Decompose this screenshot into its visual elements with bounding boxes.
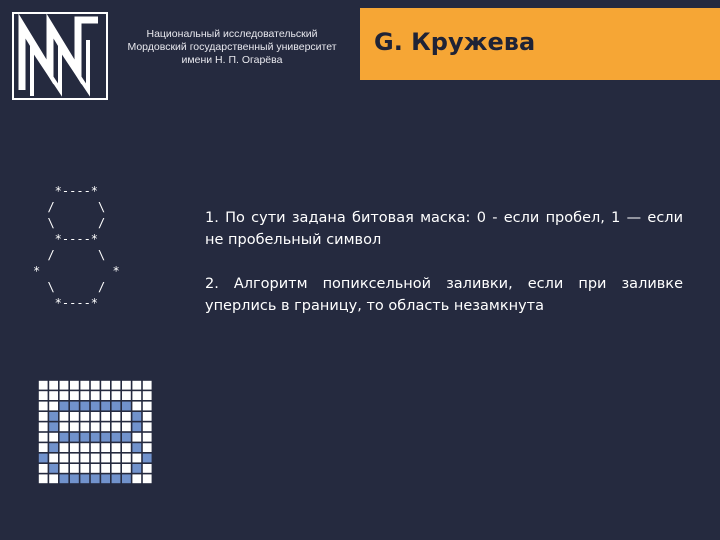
grid-cell-empty <box>49 381 58 390</box>
grid-cell-empty <box>143 433 152 442</box>
university-name <box>112 28 352 67</box>
grid-cell-empty <box>143 381 152 390</box>
grid-cell-filled <box>70 474 79 483</box>
grid-cell-filled <box>70 402 79 411</box>
university-logo-icon <box>12 12 108 100</box>
grid-cell-empty <box>80 391 89 400</box>
grid-cell-empty <box>91 381 100 390</box>
explanation-point: 1. По сути задана битовая маска: 0 - если пробел, 1 — если не пробельный символ <box>205 210 683 248</box>
grid-cell-empty <box>39 433 48 442</box>
ascii-line: \ / <box>33 216 106 230</box>
grid-cell-filled <box>112 433 121 442</box>
grid-cell-empty <box>49 454 58 463</box>
grid-cell-empty <box>122 422 131 431</box>
grid-cell-filled <box>101 402 110 411</box>
grid-cell-empty <box>91 443 100 452</box>
grid-cell-filled <box>132 412 141 421</box>
ascii-line: *----* <box>33 232 99 246</box>
grid-cell-empty <box>112 443 121 452</box>
grid-cell-filled <box>70 433 79 442</box>
bitmask-grid-canvas <box>38 380 155 484</box>
grid-cell-empty <box>80 381 89 390</box>
grid-cell-empty <box>112 391 121 400</box>
grid-cell-filled <box>49 464 58 473</box>
ascii-line: * * <box>33 264 120 278</box>
grid-cell-empty <box>60 381 69 390</box>
grid-cell-filled <box>101 474 110 483</box>
grid-cell-empty <box>91 422 100 431</box>
grid-cell-empty <box>39 412 48 421</box>
grid-cell-empty <box>132 402 141 411</box>
grid-cell-empty <box>132 474 141 483</box>
grid-cell-empty <box>143 391 152 400</box>
ascii-line: \ / <box>33 280 106 294</box>
grid-cell-empty <box>101 464 110 473</box>
grid-cell-filled <box>112 402 121 411</box>
grid-cell-filled <box>80 402 89 411</box>
grid-cell-empty <box>91 412 100 421</box>
grid-cell-empty <box>122 443 131 452</box>
grid-cell-empty <box>39 474 48 483</box>
grid-cell-filled <box>91 474 100 483</box>
bitmask-grid <box>38 380 155 484</box>
grid-cell-empty <box>60 464 69 473</box>
grid-cell-empty <box>101 412 110 421</box>
grid-cell-filled <box>60 433 69 442</box>
grid-cell-empty <box>70 464 79 473</box>
grid-cell-filled <box>132 464 141 473</box>
grid-cell-empty <box>49 474 58 483</box>
grid-cell-empty <box>143 443 152 452</box>
grid-cell-empty <box>143 422 152 431</box>
grid-cell-empty <box>101 381 110 390</box>
grid-cell-filled <box>143 454 152 463</box>
ascii-line: *----* <box>33 296 99 310</box>
grid-cell-filled <box>112 474 121 483</box>
grid-cell-empty <box>112 454 121 463</box>
grid-cell-empty <box>101 391 110 400</box>
grid-cell-empty <box>143 402 152 411</box>
grid-cell-empty <box>122 464 131 473</box>
explanation-point: 2. Алгоритм попиксельной заливки, если при заливке уперлись в границу, то область незамкнута <box>205 276 683 314</box>
ascii-line: *----* <box>33 184 99 198</box>
grid-cell-empty <box>80 412 89 421</box>
slide-title: G. Кружева <box>374 28 536 56</box>
grid-cell-empty <box>91 454 100 463</box>
ascii-line: / \ <box>33 200 106 214</box>
grid-cell-filled <box>80 474 89 483</box>
grid-cell-filled <box>101 433 110 442</box>
grid-cell-empty <box>112 412 121 421</box>
grid-cell-empty <box>60 454 69 463</box>
grid-cell-empty <box>39 381 48 390</box>
grid-cell-empty <box>143 464 152 473</box>
grid-cell-filled <box>122 433 131 442</box>
grid-cell-empty <box>39 464 48 473</box>
grid-cell-empty <box>70 422 79 431</box>
grid-cell-empty <box>70 412 79 421</box>
grid-cell-empty <box>101 454 110 463</box>
grid-cell-empty <box>70 454 79 463</box>
grid-cell-empty <box>60 412 69 421</box>
grid-cell-empty <box>122 391 131 400</box>
grid-cell-empty <box>132 433 141 442</box>
grid-cell-empty <box>80 443 89 452</box>
grid-cell-filled <box>91 433 100 442</box>
grid-cell-empty <box>132 381 141 390</box>
grid-cell-empty <box>70 381 79 390</box>
ascii-line: / \ <box>33 248 106 262</box>
grid-cell-empty <box>60 443 69 452</box>
grid-cell-filled <box>91 402 100 411</box>
grid-cell-empty <box>60 422 69 431</box>
grid-cell-empty <box>101 422 110 431</box>
grid-cell-empty <box>70 443 79 452</box>
grid-cell-empty <box>80 422 89 431</box>
grid-cell-filled <box>122 474 131 483</box>
grid-cell-empty <box>143 474 152 483</box>
grid-cell-empty <box>39 443 48 452</box>
grid-cell-empty <box>49 433 58 442</box>
university-line: Национальный исследовательский <box>146 28 318 40</box>
grid-cell-empty <box>112 381 121 390</box>
grid-cell-filled <box>80 433 89 442</box>
university-line: имени Н. П. Огарёва <box>181 54 283 66</box>
grid-cell-empty <box>80 454 89 463</box>
university-line: Мордовский государственный университет <box>127 41 337 53</box>
grid-cell-filled <box>122 402 131 411</box>
grid-cell-filled <box>49 443 58 452</box>
grid-cell-filled <box>132 422 141 431</box>
grid-cell-empty <box>91 464 100 473</box>
grid-cell-empty <box>112 422 121 431</box>
grid-cell-empty <box>70 391 79 400</box>
grid-cell-empty <box>39 391 48 400</box>
grid-cell-filled <box>49 422 58 431</box>
ascii-shape <box>33 183 120 311</box>
grid-cell-empty <box>112 464 121 473</box>
grid-cell-empty <box>91 391 100 400</box>
grid-cell-empty <box>80 464 89 473</box>
grid-cell-empty <box>49 391 58 400</box>
grid-cell-empty <box>122 412 131 421</box>
grid-cell-empty <box>132 454 141 463</box>
grid-cell-filled <box>132 443 141 452</box>
title-banner <box>360 8 720 80</box>
grid-cell-empty <box>60 391 69 400</box>
grid-cell-empty <box>122 381 131 390</box>
explanation-list <box>205 207 683 339</box>
grid-cell-empty <box>49 402 58 411</box>
grid-cell-empty <box>101 443 110 452</box>
grid-cell-empty <box>122 454 131 463</box>
grid-cell-filled <box>39 454 48 463</box>
grid-cell-empty <box>39 402 48 411</box>
grid-cell-empty <box>132 391 141 400</box>
grid-cell-filled <box>49 412 58 421</box>
grid-cell-filled <box>60 402 69 411</box>
grid-cell-filled <box>60 474 69 483</box>
grid-cell-empty <box>39 422 48 431</box>
grid-cell-empty <box>143 412 152 421</box>
